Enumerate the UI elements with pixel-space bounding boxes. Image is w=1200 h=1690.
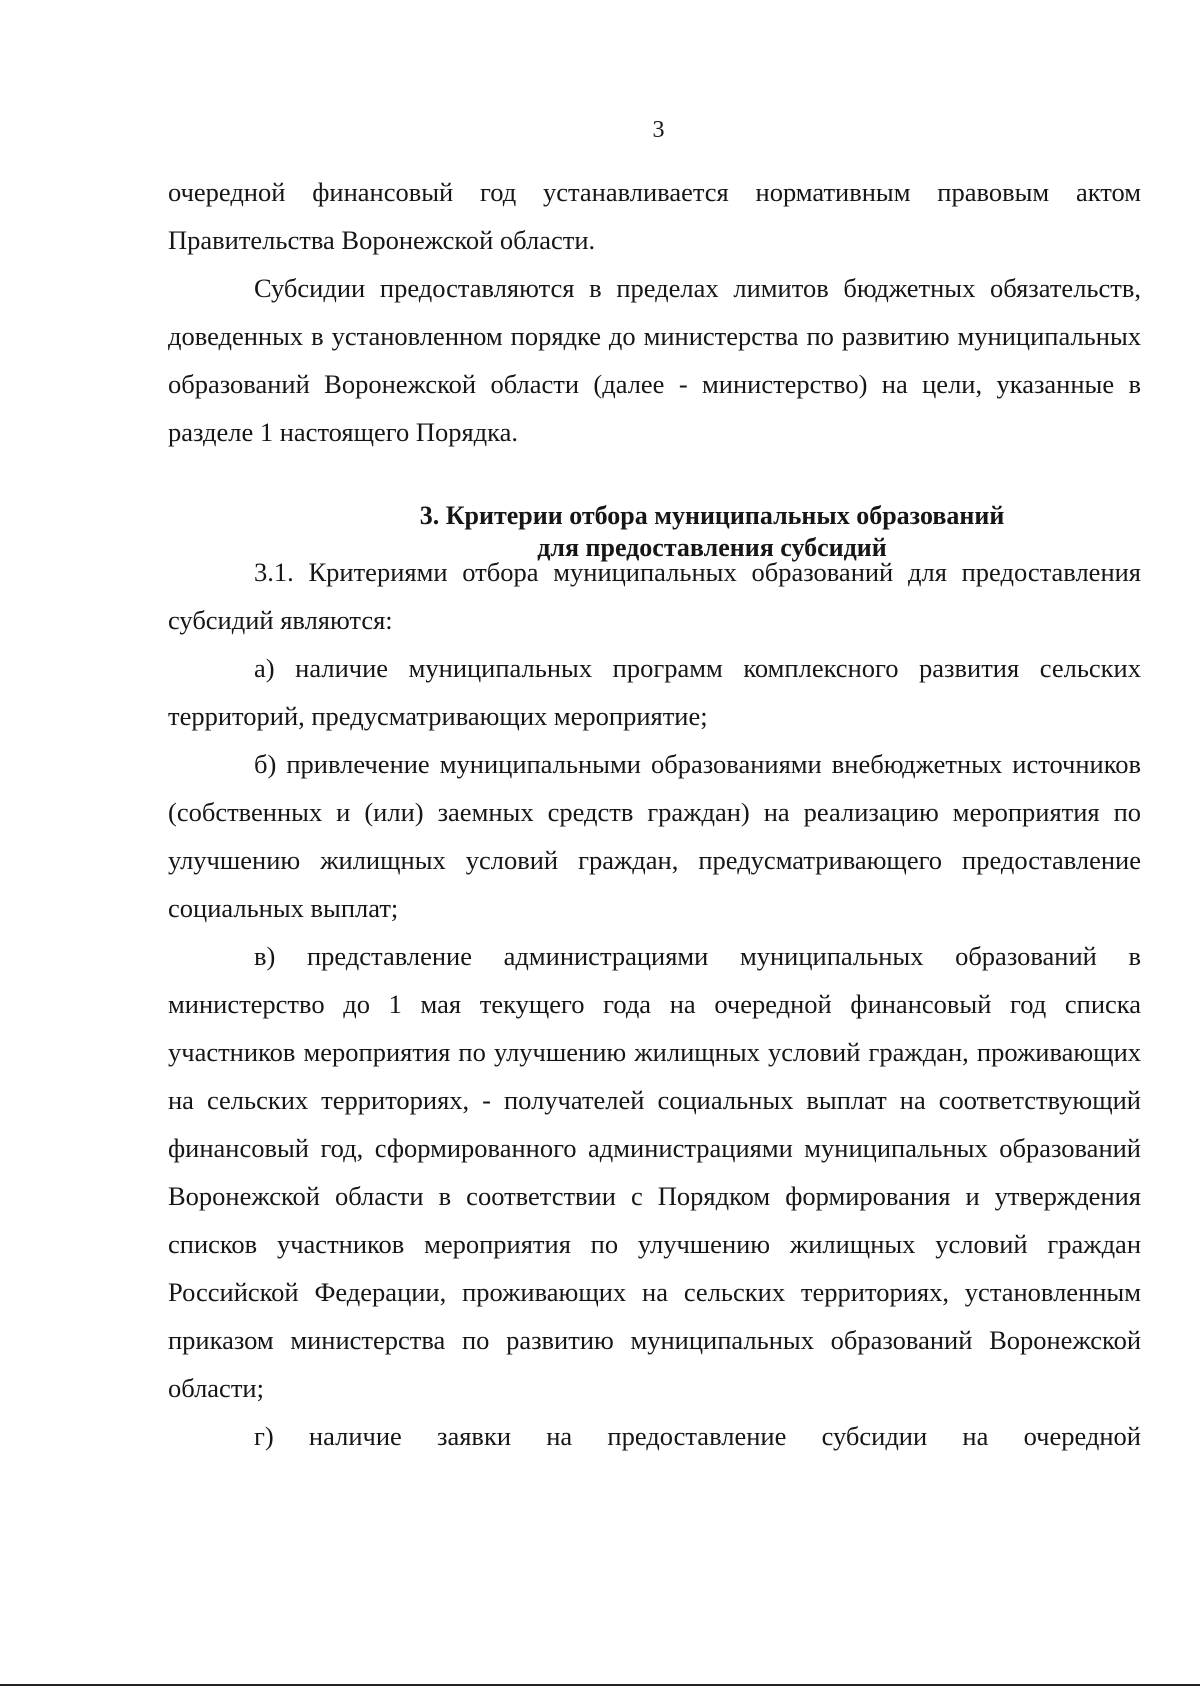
section-body bbox=[168, 548, 1141, 1460]
paragraph-item-a: а) наличие муниципальных программ комплексного развития сельских территорий, предусматривающих мероприятие; bbox=[168, 653, 1141, 731]
section-heading-line-1: 3. Критерии отбора муниципальных образований bbox=[419, 501, 1005, 530]
section-heading-line-2: для предоставления субсидий bbox=[537, 533, 887, 562]
page-number: 3 bbox=[652, 117, 665, 143]
paragraph-continuation: очередной финансовый год устанавливается нормативным правовым актом Правительства Воронежской области. bbox=[168, 177, 1141, 255]
paragraph-item-b: б) привлечение муниципальными образованиями внебюджетных источников (собственных и (или) заемных средств граждан) на реализацию мероприятия по улучшению жилищных условий граждан, предусматривающего предоставление социальных выплат; bbox=[168, 749, 1141, 923]
paragraph-item-v: в) представление администрациями муниципальных образований в министерство до 1 мая текущего года на очередной финансовый год списка участников мероприятия по улучшению жилищных условий граждан, проживающих на сельских территориях, - получателей социальных выплат на соответствующий финансовый год, сформированного администрациями муниципальных образований Воронежской области в соответствии с Порядком формирования и утверждения списков участников мероприятия по улучшению жилищных условий граждан Российской Федерации, проживающих на сельских территориях, установленным приказом министерства по развитию муниципальных образований Воронежской области; bbox=[168, 941, 1141, 1403]
paragraph-item-g: г) наличие заявки на предоставление субсидии на очередной bbox=[254, 1421, 1141, 1451]
paragraph-subsidy-limits: Субсидии предоставляются в пределах лимитов бюджетных обязательств, доведенных в установленном порядке до министерства по развитию муниципальных образований Воронежской области (далее - министерство) на цели, указанные в разделе 1 настоящего Порядка. bbox=[168, 273, 1141, 447]
bottom-rule bbox=[0, 1684, 1200, 1686]
intro-text bbox=[168, 168, 1141, 456]
paragraph-clause-3-1: 3.1. Критериями отбора муниципальных образований для предоставления субсидий являются: bbox=[168, 557, 1141, 635]
